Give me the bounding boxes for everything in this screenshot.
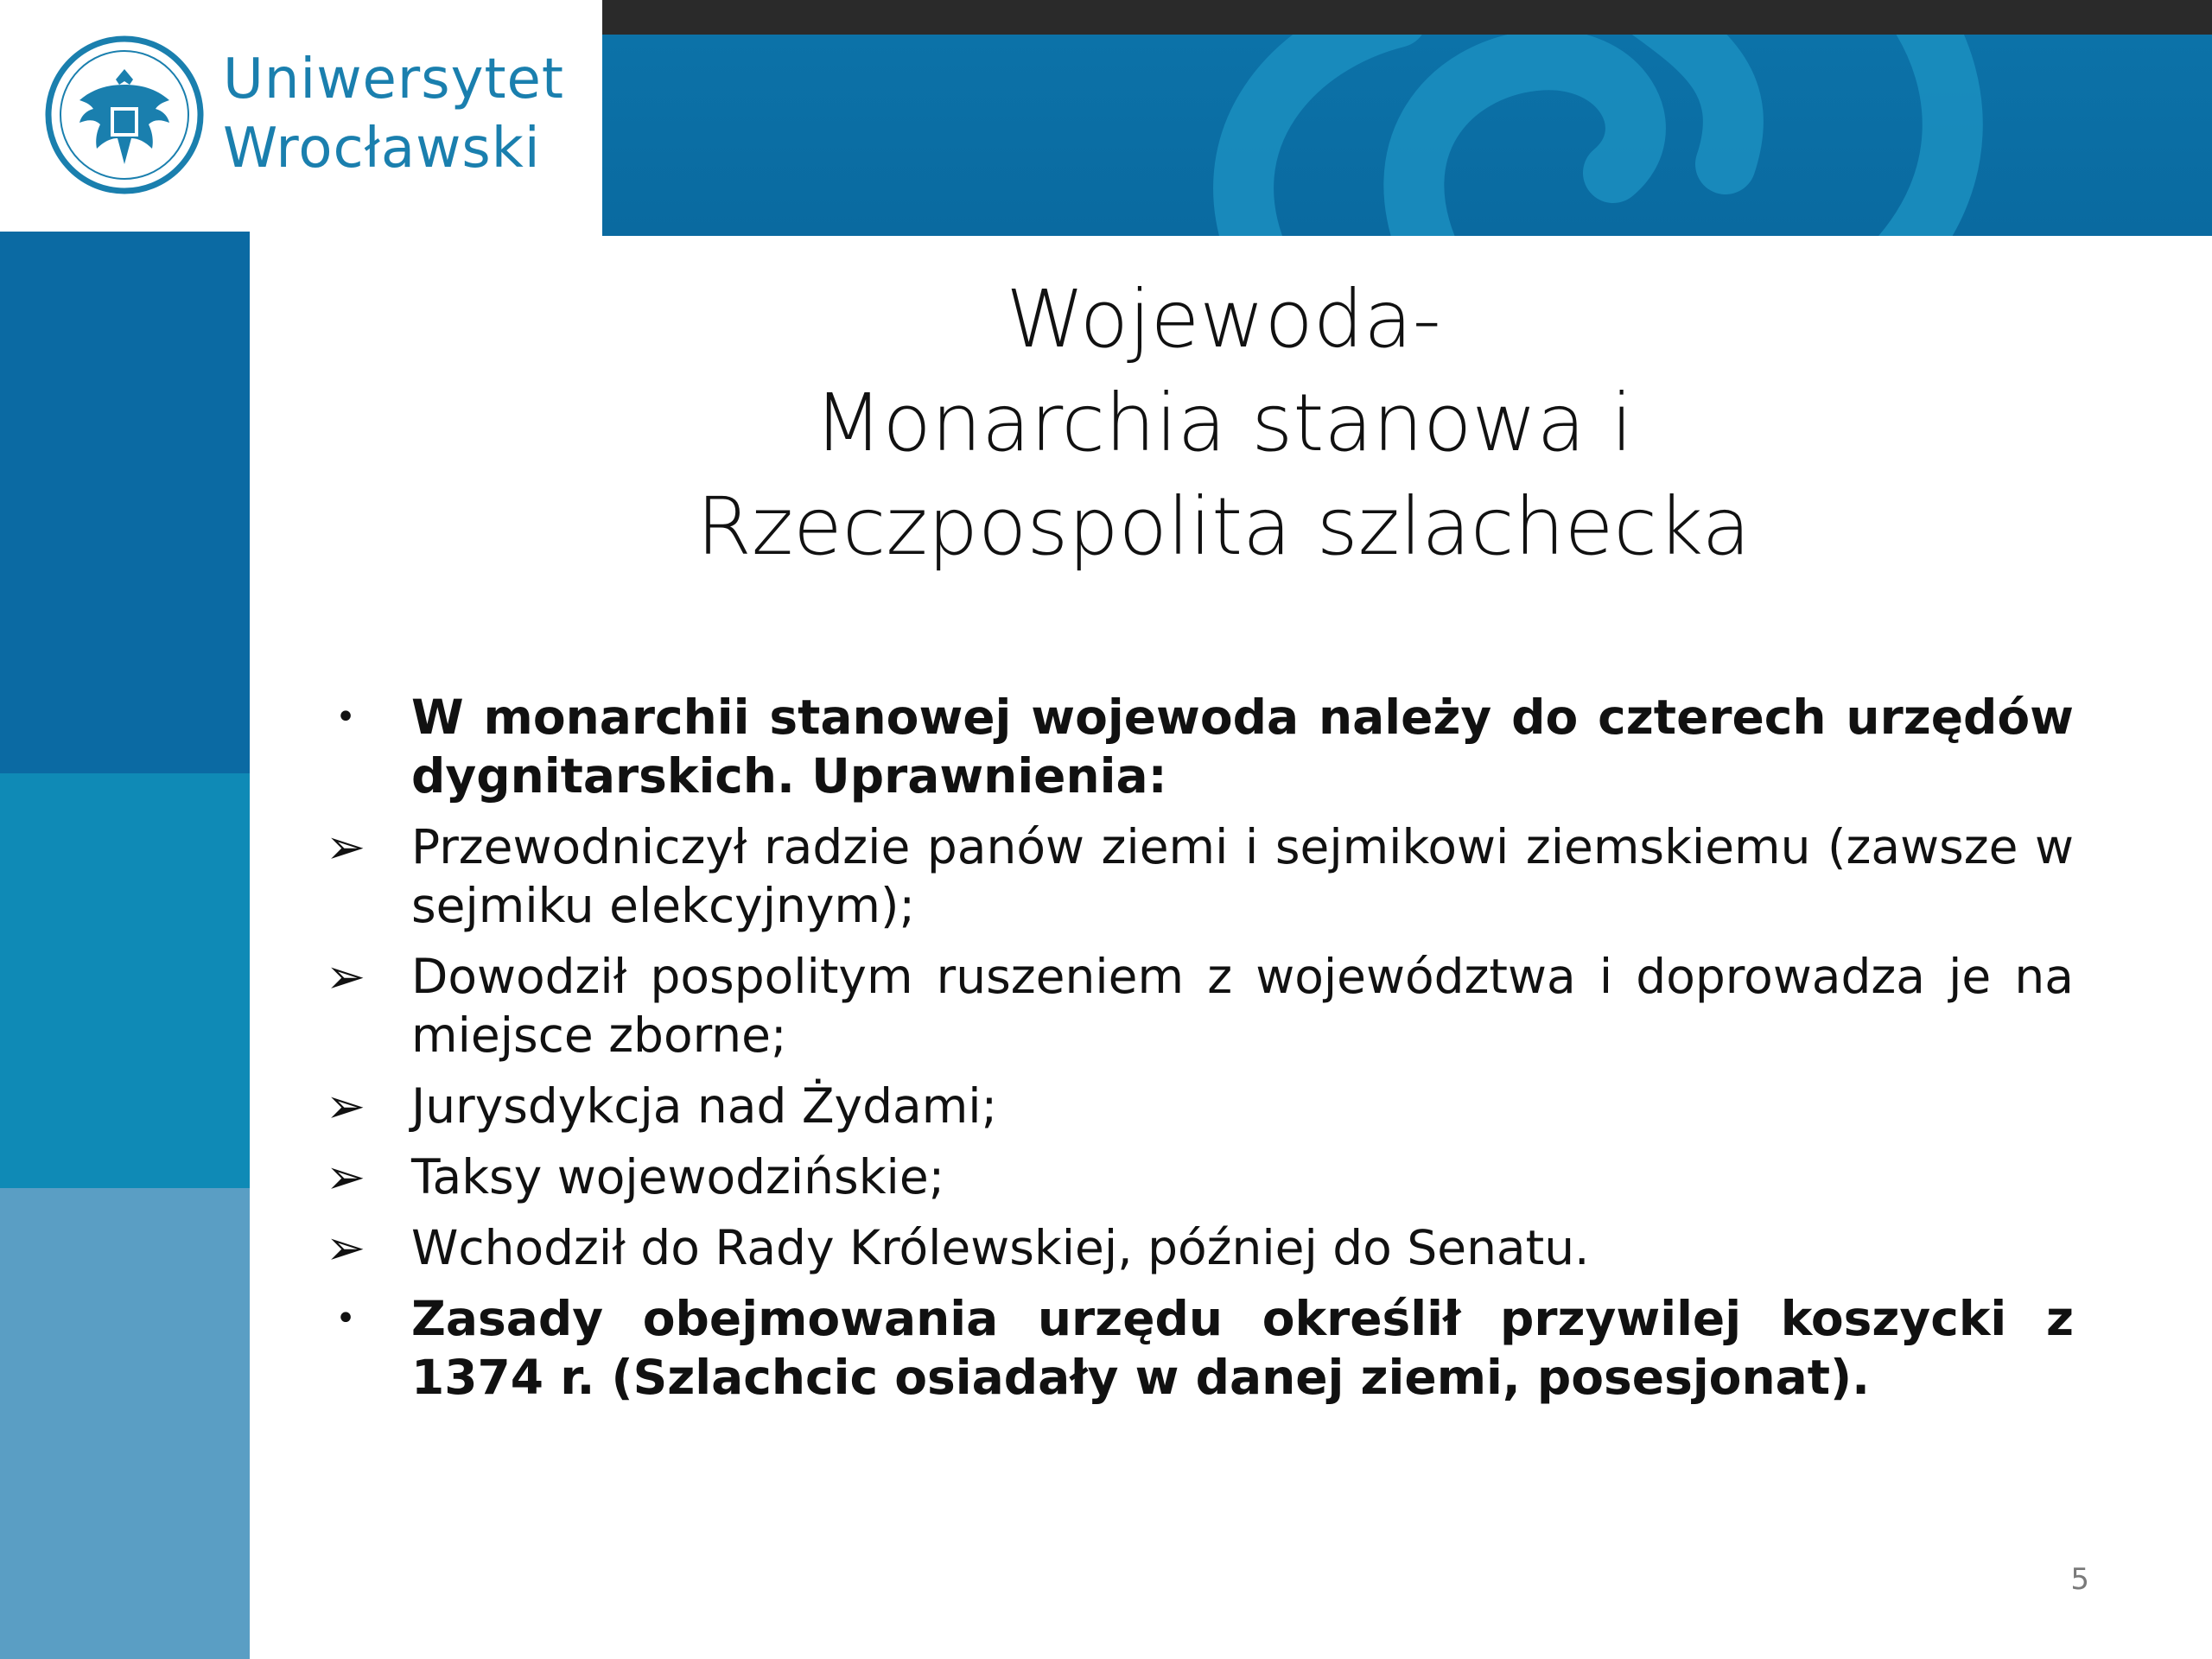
logo-text-line2: Wrocławski — [223, 117, 541, 181]
side-bar-mid — [0, 773, 250, 1188]
arrow-item — [320, 1218, 2074, 1277]
arrow-bullet-icon: ➢ — [325, 1078, 366, 1134]
title-line-2: Monarchia stanowa i — [814, 377, 1633, 469]
bullet-dot-icon: • — [335, 1299, 356, 1338]
arrow-item-text: Dowodził pospolitym ruszeniem z województwa i doprowadza je na miejsce zborne; — [411, 949, 2074, 1063]
arrow-item — [320, 947, 2074, 1065]
slide-content — [320, 688, 2074, 1407]
arrow-item — [320, 1147, 2074, 1206]
bullet-text: W monarchii stanowej wojewoda należy do czterech urzędów dygnitarskich. Uprawnienia: — [411, 690, 2074, 804]
arrow-bullet-icon: ➢ — [325, 819, 366, 874]
arrow-bullet-icon: ➢ — [325, 949, 366, 1004]
arrow-item — [320, 817, 2074, 935]
page-number: 5 — [2070, 1562, 2089, 1597]
side-bar-light — [0, 1188, 250, 1659]
header-banner — [602, 35, 2212, 236]
title-line-3: Rzeczpospolita szlachecka — [696, 480, 1751, 573]
bullet-text: Zasady obejmowania urzędu określił przywilej koszycki z 1374 r. (Szlachcic osiadały w danej ziemi, posesjonat). — [411, 1291, 2074, 1405]
header-top-stripe — [602, 0, 2212, 35]
bullet-item — [320, 688, 2074, 805]
university-logo — [0, 0, 602, 232]
arrow-item-text: Wchodził do Rady Królewskiej, później do Senatu. — [411, 1220, 1590, 1275]
title-line-1: Wojewoda- — [1006, 273, 1441, 365]
bullet-item — [320, 1289, 2074, 1407]
eagle-crest-icon — [40, 35, 209, 195]
arrow-bullet-icon: ➢ — [325, 1149, 366, 1205]
arrow-item-text: Jurysdykcja nad Żydami; — [411, 1078, 998, 1134]
decorative-swirl — [602, 35, 2212, 236]
slide-title — [250, 268, 2197, 579]
arrow-item-text: Taksy wojewodzińskie; — [411, 1149, 945, 1205]
arrow-item — [320, 1077, 2074, 1135]
bullet-dot-icon: • — [335, 697, 356, 737]
logo-text-line1: Uniwersytet — [223, 48, 564, 111]
side-bar-dark — [0, 232, 250, 773]
arrow-bullet-icon: ➢ — [325, 1220, 366, 1275]
arrow-item-text: Przewodniczył radzie panów ziemi i sejmikowi ziemskiemu (zawsze w sejmiku elekcyjnym); — [411, 819, 2074, 933]
